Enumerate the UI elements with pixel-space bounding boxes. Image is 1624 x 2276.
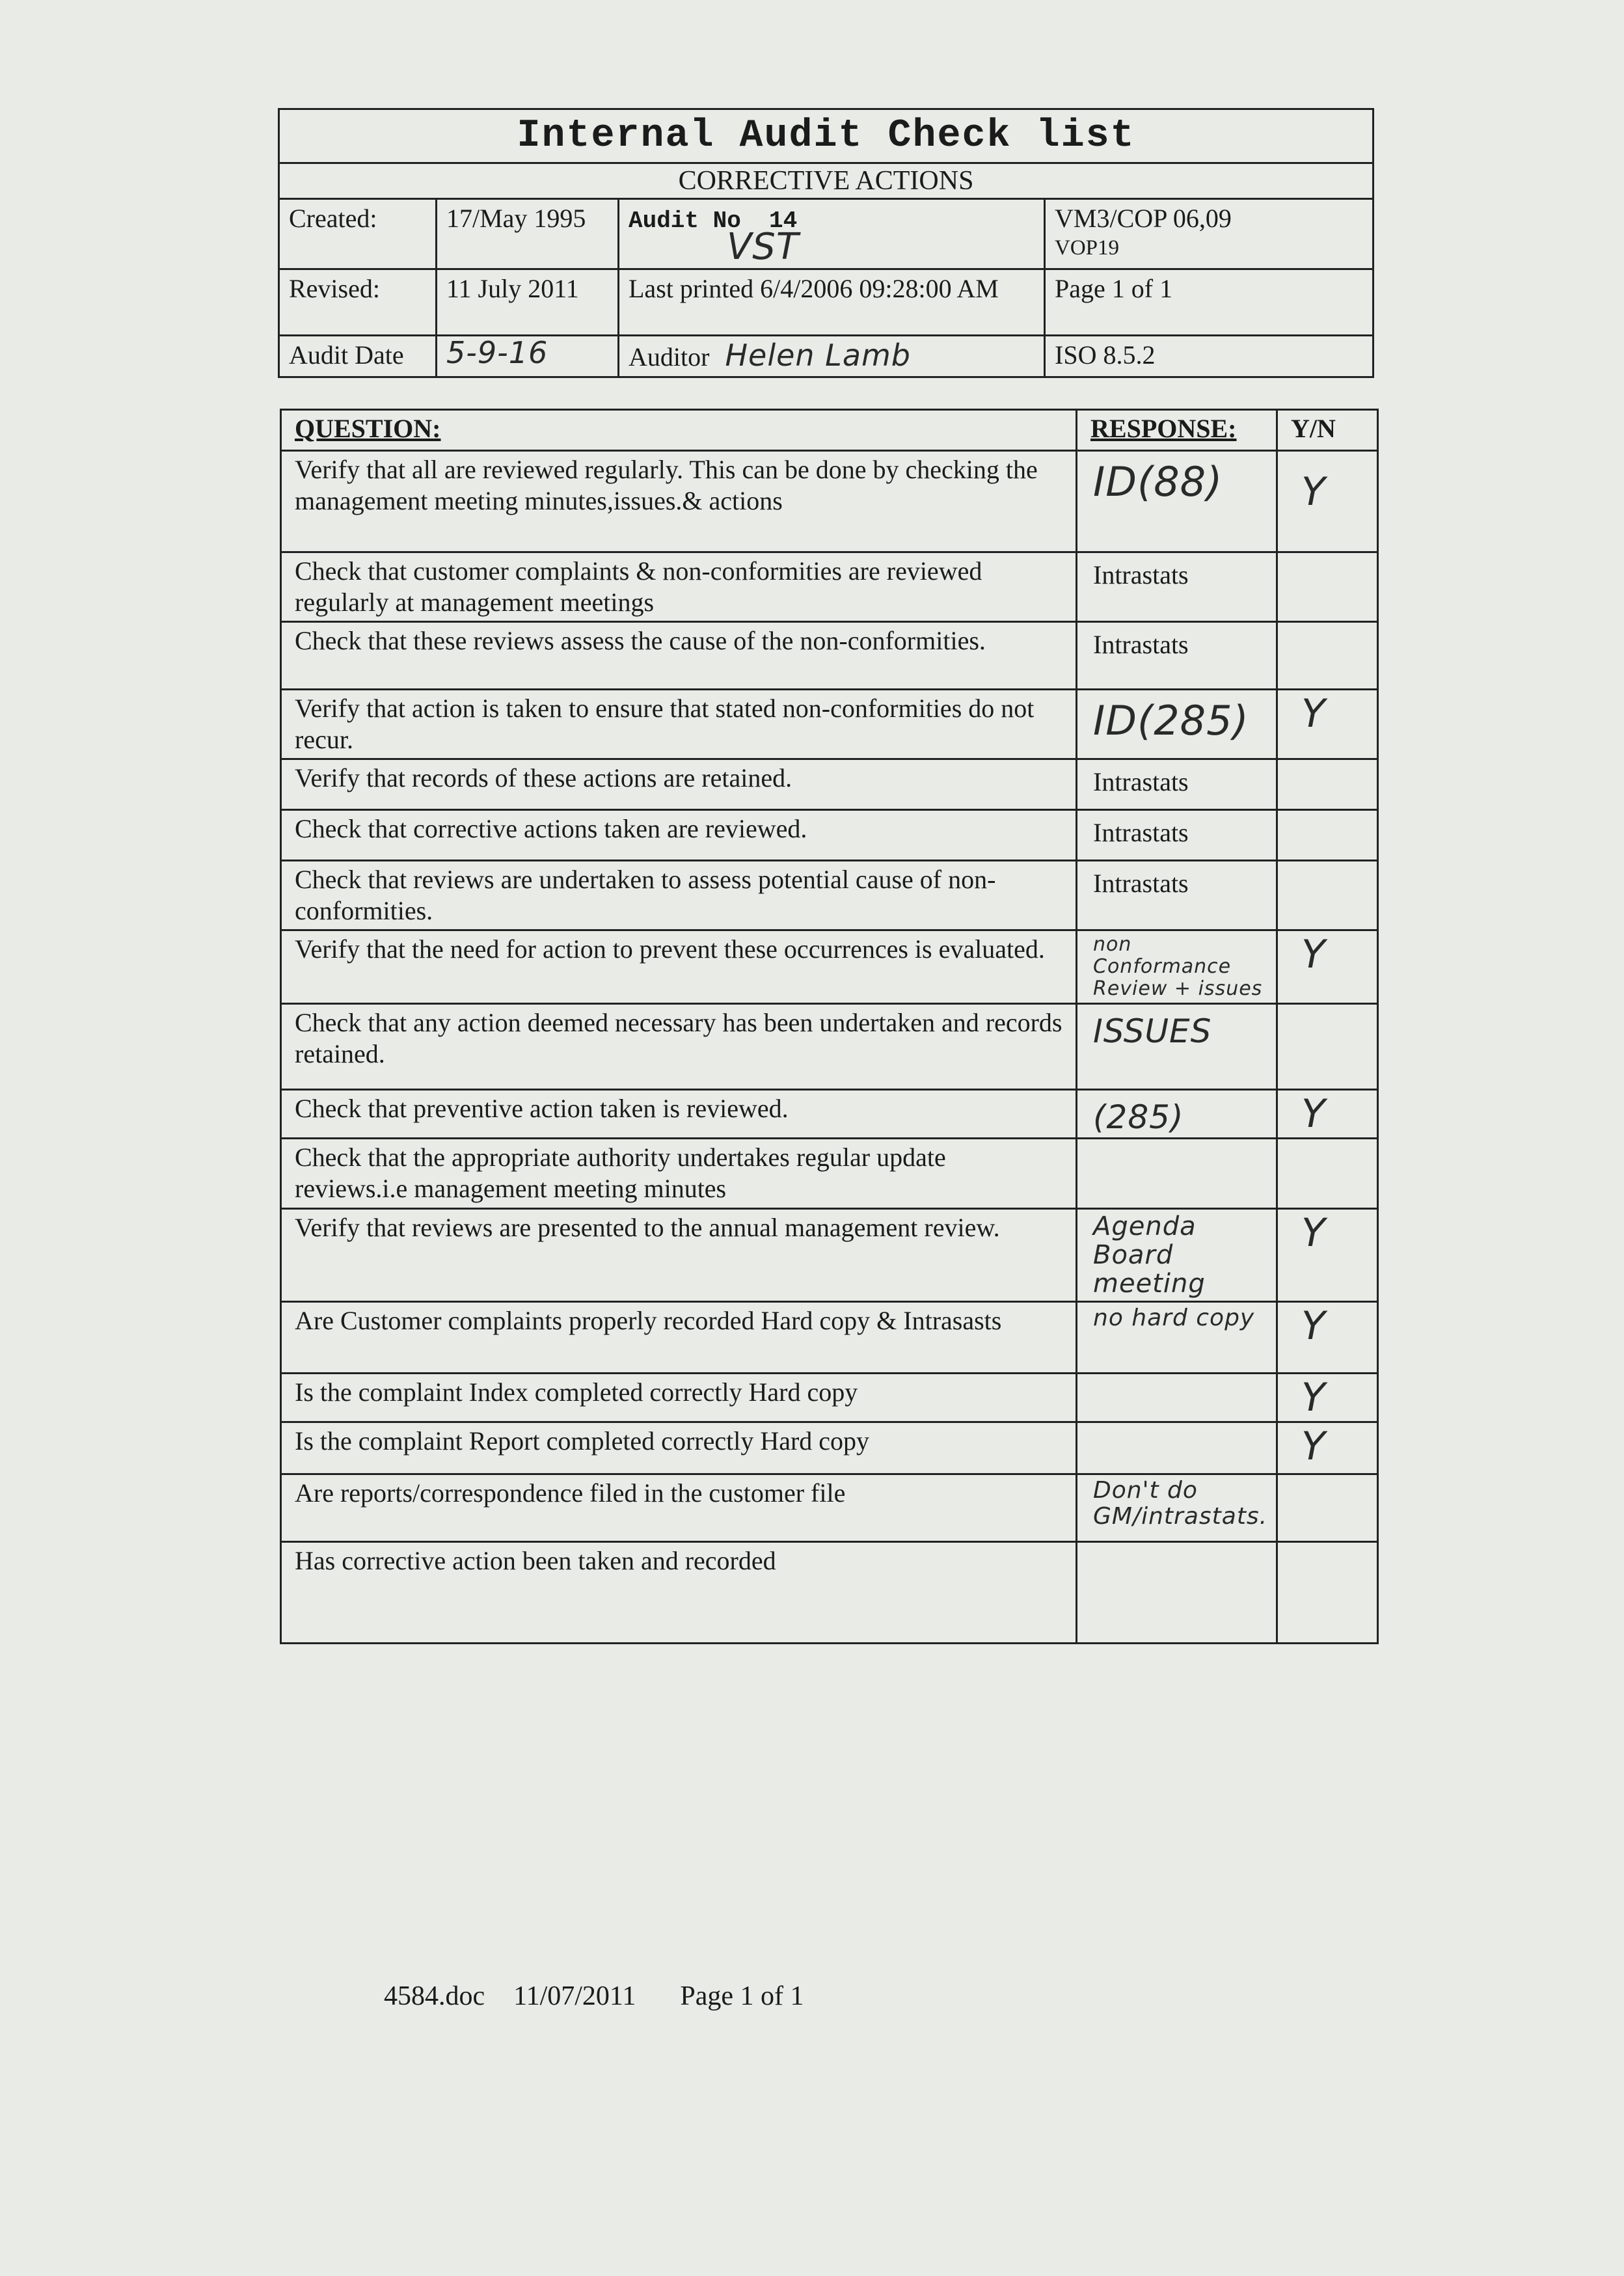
page-indicator: Page 1 of 1: [1045, 269, 1374, 336]
table-row: [281, 1090, 1378, 1139]
iso-ref: ISO 8.5.2: [1045, 336, 1374, 377]
response-cell: Agenda Board meeting: [1077, 1209, 1277, 1302]
auditor-cell: [619, 336, 1045, 377]
yn-cell: Y: [1277, 451, 1378, 552]
auditor-label: Auditor: [629, 342, 710, 372]
question-cell: Check that customer complaints & non-conformities are reviewed regularly at management meetings: [281, 552, 1077, 622]
table-row: [281, 1004, 1378, 1090]
yn-cell: [1277, 810, 1378, 861]
yn-cell: Y: [1277, 690, 1378, 759]
doc-ref: VM3/COP 06,09: [1055, 204, 1232, 233]
yn-cell: [1277, 1004, 1378, 1090]
question-cell: Check that corrective actions taken are reviewed.: [281, 810, 1077, 861]
created-value: 17/May 1995: [437, 199, 619, 269]
response-cell: [1077, 1139, 1277, 1209]
revised-label: Revised:: [279, 269, 437, 336]
yn-cell: [1277, 622, 1378, 690]
table-row: [281, 1542, 1378, 1644]
response-cell: [1077, 1542, 1277, 1644]
yn-cell: [1277, 1139, 1378, 1209]
question-cell: Check that the appropriate authority undertakes regular update reviews.i.e management meeting minutes: [281, 1139, 1077, 1209]
response-cell: Intrastats: [1077, 759, 1277, 810]
table-row: [281, 810, 1378, 861]
auditor-value: Helen Lamb: [725, 338, 912, 373]
doc-ref-sub: VOP19: [1055, 236, 1120, 260]
table-row: [281, 690, 1378, 759]
question-cell: Check that reviews are undertaken to assess potential cause of non-conformities.: [281, 861, 1077, 930]
audit-date-label: Audit Date: [279, 336, 437, 377]
header-table: [278, 108, 1374, 378]
table-row: [281, 1474, 1378, 1542]
question-cell: Check that preventive action taken is reviewed.: [281, 1090, 1077, 1139]
question-cell: Verify that records of these actions are retained.: [281, 759, 1077, 810]
question-cell: Check that these reviews assess the cause of the non-conformities.: [281, 622, 1077, 690]
table-row: [281, 1374, 1378, 1422]
table-row: [281, 622, 1378, 690]
question-cell: Is the complaint Report completed correctly Hard copy: [281, 1422, 1077, 1474]
response-cell: [1077, 1374, 1277, 1422]
yn-cell: [1277, 1542, 1378, 1644]
table-row: [281, 1209, 1378, 1302]
question-cell: Verify that the need for action to prevent these occurrences is evaluated.: [281, 930, 1077, 1004]
yn-cell: Y: [1277, 1209, 1378, 1302]
table-row: [281, 759, 1378, 810]
table-row: [281, 1302, 1378, 1374]
table-row: [281, 1422, 1378, 1474]
last-printed: Last printed 6/4/2006 09:28:00 AM: [619, 269, 1045, 336]
created-label: Created:: [279, 199, 437, 269]
yn-cell: Y: [1277, 1374, 1378, 1422]
question-cell: Verify that reviews are presented to the annual management review.: [281, 1209, 1077, 1302]
yn-cell: [1277, 861, 1378, 930]
response-cell: non Conformance Review + issues: [1077, 930, 1277, 1004]
question-cell: Are reports/correspondence filed in the customer file: [281, 1474, 1077, 1542]
question-cell: Verify that all are reviewed regularly. This can be done by checking the management meeting minutes,issues.& actions: [281, 451, 1077, 552]
response-cell: Intrastats: [1077, 552, 1277, 622]
yn-cell: [1277, 552, 1378, 622]
revised-value: 11 July 2011: [437, 269, 619, 336]
yn-cell: [1277, 1474, 1378, 1542]
question-cell: Has corrective action been taken and recorded: [281, 1542, 1077, 1644]
response-cell: [1077, 1422, 1277, 1474]
response-cell: Intrastats: [1077, 622, 1277, 690]
table-row: [281, 1139, 1378, 1209]
response-cell: Don't do GM/intrastats.: [1077, 1474, 1277, 1542]
yn-cell: [1277, 759, 1378, 810]
question-cell: Check that any action deemed necessary has been undertaken and records retained.: [281, 1004, 1077, 1090]
question-header: QUESTION:: [281, 410, 1077, 451]
questions-table: [280, 409, 1379, 1644]
question-cell: Are Customer complaints properly recorded Hard copy & Intrasasts: [281, 1302, 1077, 1374]
table-row: [281, 861, 1378, 930]
question-cell: Verify that action is taken to ensure that stated non-conformities do not recur.: [281, 690, 1077, 759]
yn-cell: Y: [1277, 930, 1378, 1004]
table-row: [281, 930, 1378, 1004]
table-row: [281, 552, 1378, 622]
audit-number-cell: [619, 199, 1045, 269]
yn-header: Y/N: [1277, 410, 1378, 451]
response-cell: ID(88): [1077, 451, 1277, 552]
footer-date: 11/07/2011: [513, 1981, 636, 2011]
response-cell: Intrastats: [1077, 861, 1277, 930]
footer-page: Page 1 of 1: [680, 1981, 804, 2011]
yn-cell: Y: [1277, 1422, 1378, 1474]
response-cell: no hard copy: [1077, 1302, 1277, 1374]
response-cell: (285): [1077, 1090, 1277, 1139]
document-title: Internal Audit Check list: [279, 109, 1374, 163]
response-cell: Intrastats: [1077, 810, 1277, 861]
yn-cell: Y: [1277, 1090, 1378, 1139]
audit-number-handwritten: VST: [727, 226, 800, 268]
audit-number: Audit No 14: [629, 208, 798, 234]
questions-body: [281, 451, 1378, 1644]
yn-cell: Y: [1277, 1302, 1378, 1374]
table-row: [281, 451, 1378, 552]
question-cell: Is the complaint Index completed correctly Hard copy: [281, 1374, 1077, 1422]
footer: [384, 1981, 804, 2012]
document-subtitle: CORRECTIVE ACTIONS: [279, 163, 1374, 199]
response-header: RESPONSE:: [1077, 410, 1277, 451]
audit-date-value: 5-9-16: [437, 336, 619, 377]
footer-filename: 4584.doc: [384, 1981, 485, 2011]
response-cell: ID(285): [1077, 690, 1277, 759]
response-cell: ISSUES: [1077, 1004, 1277, 1090]
doc-ref-cell: [1045, 199, 1374, 269]
